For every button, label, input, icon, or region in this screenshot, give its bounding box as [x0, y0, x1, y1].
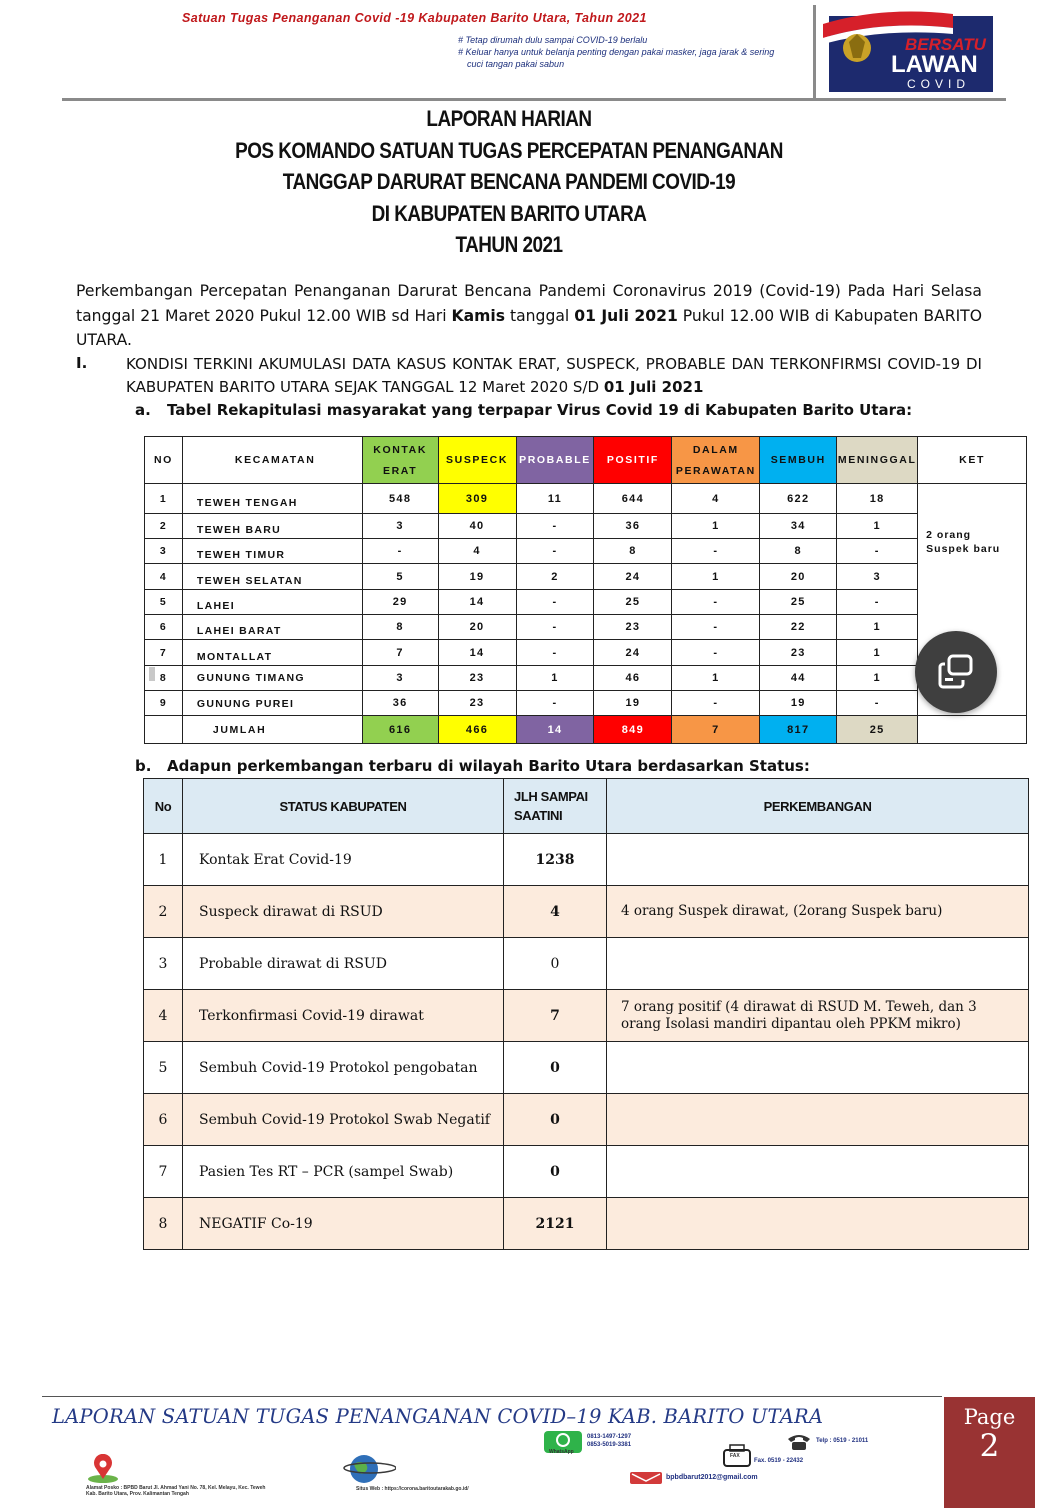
table-row	[144, 938, 1029, 990]
row-jlh: 0	[504, 1042, 607, 1094]
total-suspeck: 466	[438, 716, 516, 744]
total-row	[145, 716, 1027, 744]
row-status: Kontak Erat Covid-19	[183, 834, 504, 886]
row-perkembangan: 4 orang Suspek dirawat, (2orang Suspek baru)	[607, 886, 1029, 938]
row-jlh: 4	[504, 886, 607, 938]
total-ket-cell	[918, 716, 1027, 744]
col-header-dalam-perawatan	[672, 437, 760, 484]
table-row	[144, 990, 1029, 1042]
row-status: Sembuh Covid-19 Protokol Swab Negatif	[183, 1094, 504, 1146]
row-dalam: 1	[672, 666, 760, 691]
row-probable: 2	[516, 564, 594, 590]
row-probable: -	[516, 539, 594, 564]
header-title: Satuan Tugas Penanganan Covid -19 Kabupaten Barito Utara, Tahun 2021	[182, 11, 647, 25]
row-no: 9	[145, 691, 183, 716]
row-probable: 11	[516, 484, 594, 514]
col-header-jlh	[504, 779, 607, 834]
logo-text-covid: COVID	[907, 77, 971, 91]
row-positif: 24	[594, 564, 672, 590]
col-header-positif: POSITIF	[594, 437, 672, 484]
row-meninggal: 1	[837, 514, 918, 539]
row-sembuh: 44	[760, 666, 837, 691]
row-no: 4	[145, 564, 183, 590]
total-label: JUMLAH	[182, 716, 362, 744]
location-pin-icon	[86, 1454, 120, 1484]
bersatu-lawan-covid-logo	[823, 8, 995, 94]
total-no-cell	[145, 716, 183, 744]
row-kontak: -	[362, 539, 438, 564]
row-perkembangan	[607, 834, 1029, 886]
row-sembuh: 23	[760, 640, 837, 666]
subsection-b-heading	[135, 757, 810, 775]
row-status: Sembuh Covid-19 Protokol pengobatan	[183, 1042, 504, 1094]
col-header-kontak-line2: ERAT	[383, 464, 418, 477]
row-meninggal: 1	[837, 666, 918, 691]
subsection-b-text: Adapun perkembangan terbaru di wilayah Barito Utara berdasarkan Status:	[167, 757, 810, 775]
page-number: 2	[979, 1428, 1000, 1464]
row-positif: 25	[594, 590, 672, 615]
col-header-kontak-line1: KONTAK	[373, 443, 427, 456]
footer-divider	[42, 1396, 942, 1397]
address-line-1: Alamat Posko : BPBD Barut Jl. Ahmad Yani No. 78, Kel. Melayu, Kec. Teweh	[86, 1485, 266, 1491]
telephone-number: Telp : 0519 - 21011	[816, 1438, 869, 1444]
row-meninggal: -	[837, 691, 918, 716]
row-no: 5	[145, 590, 183, 615]
row-meninggal: 18	[837, 484, 918, 514]
email-address: bpbdbarut2012@gmail.com	[666, 1474, 758, 1481]
row-jlh: 0	[504, 1094, 607, 1146]
row-jlh: 7	[504, 990, 607, 1042]
row-kontak: 29	[362, 590, 438, 615]
logo-text-lawan: LAWAN	[891, 51, 978, 78]
section-number: I.	[76, 354, 88, 372]
row-no: 1	[145, 484, 183, 514]
whatsapp-label: WhatsApp	[549, 1449, 574, 1455]
globe-icon	[340, 1452, 396, 1486]
row-no: 4	[144, 990, 183, 1042]
section-heading	[126, 353, 982, 399]
table-row	[144, 1198, 1029, 1250]
row-status: Probable dirawat di RSUD	[183, 938, 504, 990]
row-no: 3	[145, 539, 183, 564]
row-sembuh: 8	[760, 539, 837, 564]
row-positif: 24	[594, 640, 672, 666]
col-header-no: No	[144, 779, 183, 834]
ket-line-2: Suspek baru	[926, 543, 1001, 555]
row-marker	[149, 667, 155, 681]
total-probable: 14	[516, 716, 594, 744]
table-row	[145, 666, 1027, 691]
row-kecamatan: LAHEI BARAT	[182, 615, 362, 640]
col-header-ket: KET	[918, 437, 1027, 484]
row-suspeck: 20	[438, 615, 516, 640]
table-row	[145, 691, 1027, 716]
row-no: 8	[145, 666, 183, 691]
row-probable: -	[516, 514, 594, 539]
row-positif: 46	[594, 666, 672, 691]
row-positif: 23	[594, 615, 672, 640]
row-kecamatan: GUNUNG TIMANG	[182, 666, 362, 691]
row-positif: 644	[594, 484, 672, 514]
subsection-b-letter: b.	[135, 757, 152, 775]
col-header-meninggal: MENINGGAL	[837, 437, 918, 484]
table-row	[144, 886, 1029, 938]
total-kontak: 616	[362, 716, 438, 744]
whatsapp-number-1: 0813-1497-1297	[587, 1434, 632, 1440]
row-no: 7	[144, 1146, 183, 1198]
row-probable: 1	[516, 666, 594, 691]
table-row	[145, 484, 1027, 514]
row-suspeck: 23	[438, 691, 516, 716]
row-jlh: 2121	[504, 1198, 607, 1250]
row-no: 1	[144, 834, 183, 886]
col-header-dalam-line2: PERAWATAN	[675, 464, 756, 477]
row-positif: 36	[594, 514, 672, 539]
row-no: 5	[144, 1042, 183, 1094]
row-dalam: -	[672, 539, 760, 564]
row-kecamatan: TEWEH SELATAN	[182, 564, 362, 590]
row-probable: -	[516, 691, 594, 716]
row-probable: -	[516, 640, 594, 666]
fax-label: FAX	[730, 1453, 740, 1459]
row-probable: -	[516, 615, 594, 640]
copy-icon	[936, 652, 976, 692]
row-sembuh: 19	[760, 691, 837, 716]
recap-table-header	[145, 437, 1027, 484]
table-row	[145, 564, 1027, 590]
col-header-probable: PROBABLE	[516, 437, 594, 484]
col-header-kontak-erat	[362, 437, 438, 484]
header-note-2: # Keluar hanya untuk belanja penting dengan pakai masker, jaga jarak & sering	[458, 47, 775, 57]
row-meninggal: 1	[837, 640, 918, 666]
row-probable: -	[516, 590, 594, 615]
row-sembuh: 622	[760, 484, 837, 514]
intro-text-2: tanggal	[505, 306, 575, 325]
row-sembuh: 20	[760, 564, 837, 590]
row-kontak: 5	[362, 564, 438, 590]
row-perkembangan: 7 orang positif (4 dirawat di RSUD M. Teweh, dan 3 orang Isolasi mandiri dipantau oleh PPKM mikro)	[607, 990, 1029, 1042]
row-no: 2	[144, 886, 183, 938]
row-jlh: 0	[504, 938, 607, 990]
subsection-a-heading	[135, 401, 912, 419]
col-header-dalam-line1: DALAM	[692, 443, 739, 456]
row-suspeck: 4	[438, 539, 516, 564]
table-row	[144, 1094, 1029, 1146]
row-suspeck: 14	[438, 640, 516, 666]
row-sembuh: 25	[760, 590, 837, 615]
row-positif: 8	[594, 539, 672, 564]
row-kontak: 3	[362, 514, 438, 539]
table-row	[144, 834, 1029, 886]
header-note-1: # Tetap dirumah dulu sampai COVID-19 berlalu	[458, 35, 648, 45]
title-line-4: DI KABUPATEN BARITO UTARA	[371, 200, 647, 226]
row-no: 6	[145, 615, 183, 640]
col-header-perkembangan: PERKEMBANGAN	[607, 779, 1029, 834]
row-kecamatan: TEWEH BARU	[182, 514, 362, 539]
row-perkembangan	[607, 1094, 1029, 1146]
title-line-5: TAHUN 2021	[455, 232, 563, 257]
row-perkembangan	[607, 1146, 1029, 1198]
col-header-suspeck: SUSPECK	[438, 437, 516, 484]
row-perkembangan	[607, 1042, 1029, 1094]
col-header-kecamatan: KECAMATAN	[182, 437, 362, 484]
subsection-a-text: Tabel Rekapitulasi masyarakat yang terpapar Virus Covid 19 di Kabupaten Barito Utara:	[167, 401, 913, 419]
report-title	[106, 103, 913, 261]
email-icon	[630, 1471, 662, 1485]
page-number-box	[944, 1397, 1035, 1508]
row-dalam: -	[672, 615, 760, 640]
row-meninggal: 3	[837, 564, 918, 590]
row-kecamatan: GUNUNG PUREI	[182, 691, 362, 716]
telephone-icon	[786, 1433, 812, 1451]
col-header-sembuh: SEMBUH	[760, 437, 837, 484]
table-row	[145, 615, 1027, 640]
title-line-1: LAPORAN HARIAN	[426, 106, 592, 131]
row-dalam: -	[672, 691, 760, 716]
row-status: Suspeck dirawat di RSUD	[183, 886, 504, 938]
col-header-jlh-line2: SAATINI	[514, 808, 563, 823]
table-row	[145, 590, 1027, 615]
row-status: Terkonfirmasi Covid-19 dirawat	[183, 990, 504, 1042]
table-row	[145, 640, 1027, 666]
header-note-3: cuci tangan pakai sabun	[467, 59, 565, 69]
title-line-2: POS KOMANDO SATUAN TUGAS PERCEPATAN PENANGANAN	[235, 137, 783, 163]
row-positif: 19	[594, 691, 672, 716]
header-divider-horizontal	[62, 98, 1006, 101]
col-header-jlh-line1: JLH SAMPAI	[514, 789, 588, 804]
status-table	[143, 778, 1029, 1250]
row-kontak: 3	[362, 666, 438, 691]
section-heading-date: 01 Juli 2021	[603, 378, 704, 396]
subsection-a-letter: a.	[135, 401, 151, 419]
table-row	[145, 514, 1027, 539]
row-suspeck: 309	[438, 484, 516, 514]
intro-text-1: Perkembangan Percepatan Penanganan Darurat Bencana Pandemi Coronavirus 2019 (Covid-19) Pada Hari Selasa tanggal 21 Maret 2020 Pukul 12.00 WIB sd Hari	[76, 282, 982, 325]
fax-number: Fax. 0519 - 22432	[754, 1458, 804, 1464]
row-kontak: 7	[362, 640, 438, 666]
header-divider-vertical	[813, 5, 816, 100]
table-row	[144, 1146, 1029, 1198]
total-dalam: 7	[672, 716, 760, 744]
row-suspeck: 19	[438, 564, 516, 590]
logo-text-bersatu: BERSATU	[905, 35, 986, 54]
ket-line-1: 2 orang	[926, 529, 972, 541]
recap-table	[144, 436, 1027, 744]
row-dalam: 1	[672, 564, 760, 590]
section-heading-text: KONDISI TERKINI AKUMULASI DATA KASUS KONTAK ERAT, SUSPECK, PROBABLE DAN TERKONFIRMSI COVID-19 DI KABUPATEN BARITO UTARA SEJAK TANGGAL 12 Maret 2020 S/D	[126, 355, 982, 396]
row-kecamatan: TEWEH TIMUR	[182, 539, 362, 564]
status-table-header	[144, 779, 1029, 834]
intro-date: 01 Juli 2021	[574, 306, 678, 325]
row-dalam: -	[672, 590, 760, 615]
total-sembuh: 817	[760, 716, 837, 744]
website-url: Situs Web : https://corona.baritoutarakab.go.id/	[356, 1486, 469, 1492]
row-perkembangan	[607, 938, 1029, 990]
title-line-3: TANGGAP DARURAT BENCANA PANDEMI COVID-19	[282, 169, 736, 194]
col-header-no: NO	[145, 437, 183, 484]
row-meninggal: 1	[837, 615, 918, 640]
row-perkembangan	[607, 1198, 1029, 1250]
intro-paragraph	[76, 279, 982, 353]
row-status: Pasien Tes RT – PCR (sampel Swab)	[183, 1146, 504, 1198]
row-no: 2	[145, 514, 183, 539]
row-jlh: 1238	[504, 834, 607, 886]
row-no: 7	[145, 640, 183, 666]
row-kontak: 548	[362, 484, 438, 514]
row-jlh: 0	[504, 1146, 607, 1198]
row-meninggal: -	[837, 539, 918, 564]
intro-day: Kamis	[451, 306, 506, 325]
row-no: 6	[144, 1094, 183, 1146]
row-dalam: 4	[672, 484, 760, 514]
total-meninggal: 25	[837, 716, 918, 744]
row-dalam: -	[672, 640, 760, 666]
footer-title: LAPORAN SATUAN TUGAS PENANGANAN COVID–19 KAB. BARITO UTARA	[52, 1405, 824, 1428]
row-kecamatan: TEWEH TENGAH	[182, 484, 362, 514]
row-meninggal: -	[837, 590, 918, 615]
row-sembuh: 34	[760, 514, 837, 539]
row-kontak: 36	[362, 691, 438, 716]
copy-floating-button[interactable]	[915, 631, 997, 713]
table-row	[145, 539, 1027, 564]
whatsapp-number-2: 0853-5019-3381	[587, 1442, 632, 1448]
row-no: 8	[144, 1198, 183, 1250]
row-kecamatan: MONTALLAT	[182, 640, 362, 666]
page-label: Page	[963, 1405, 1016, 1429]
total-positif: 849	[594, 716, 672, 744]
row-suspeck: 14	[438, 590, 516, 615]
intro-text-3: Pukul 12.00 WIB di Kabupaten BARITO UTARA.	[76, 306, 982, 349]
row-kontak: 8	[362, 615, 438, 640]
table-row	[144, 1042, 1029, 1094]
row-status: NEGATIF Co-19	[183, 1198, 504, 1250]
row-kecamatan: LAHEI	[182, 590, 362, 615]
row-suspeck: 23	[438, 666, 516, 691]
col-header-status: STATUS KABUPATEN	[183, 779, 504, 834]
row-sembuh: 22	[760, 615, 837, 640]
row-no: 3	[144, 938, 183, 990]
address-line-2: Kab. Barito Utara, Prov. Kalimantan Tengah	[86, 1491, 189, 1497]
row-dalam: 1	[672, 514, 760, 539]
row-suspeck: 40	[438, 514, 516, 539]
